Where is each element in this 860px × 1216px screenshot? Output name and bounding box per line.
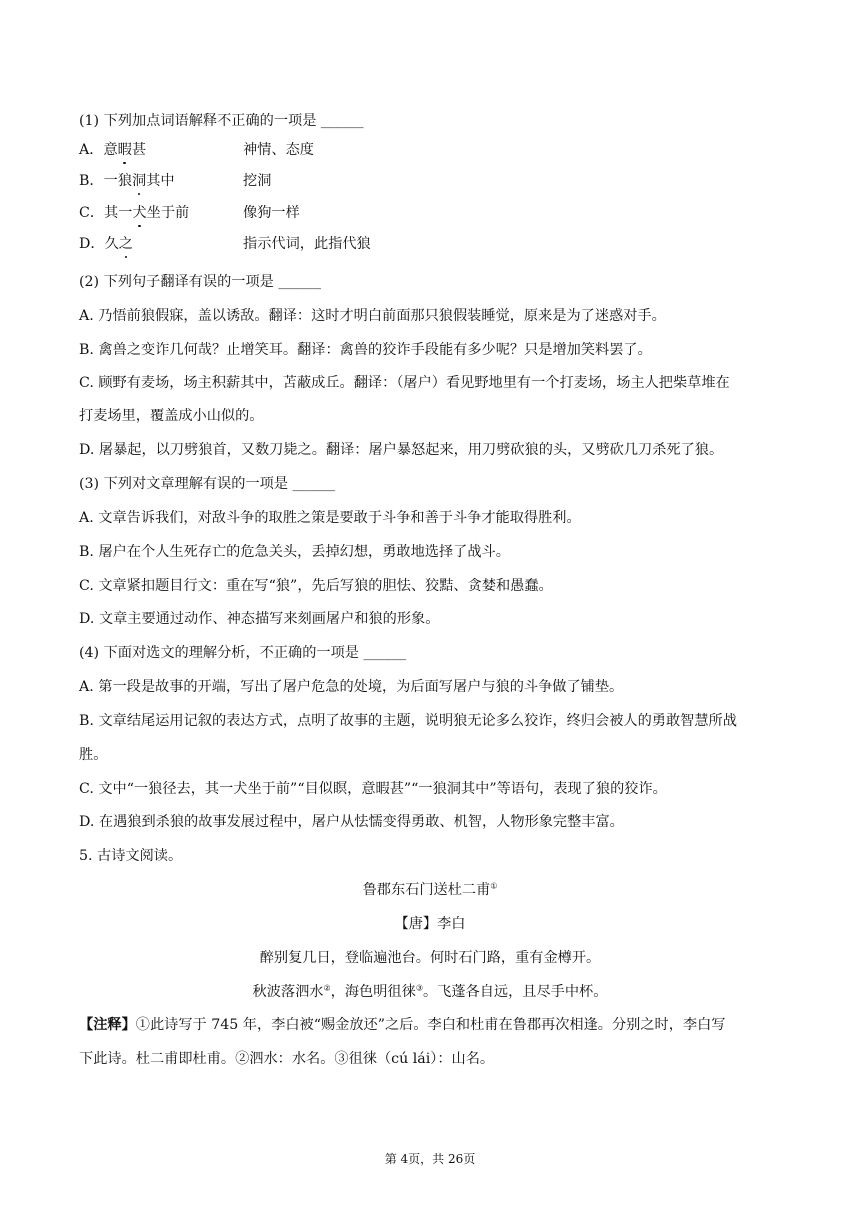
q3-option-d: D. 文章主要通过动作、神态描写来刻画屠户和狼的形象。 [79, 611, 440, 627]
q1-option-b: B．一狼洞其中 [79, 173, 175, 189]
emphasis-dot-char: 之 [118, 236, 133, 252]
q1-option-a: A．意暇甚 [79, 142, 147, 158]
q4-option-c: C. 文中“一狼径去，其一犬坐于前”“目似瞑，意暇甚”“一狼洞其中”等语句，表现了狼的狡诈。 [79, 781, 667, 797]
footnote-mark: ① [490, 881, 498, 891]
q1-stem: (1) 下列加点词语解释不正确的一项是 ______ [79, 113, 364, 129]
q2-option-c-line1: C. 顾野有麦场，场主积薪其中，苫蔽成丘。翻译：（屠户）看见野地里有一个打麦场，场主人把柴草堆在 [79, 375, 730, 391]
footnote-mark: ③ [415, 983, 423, 993]
emphasis-dot-char: 犬 [132, 205, 147, 221]
q2-option-b: B. 禽兽之变诈几何哉？止增笑耳。翻译：禽兽的狡诈手段能有多少呢？只是增加笑料罢了。 [79, 342, 652, 358]
q1-option-c-meaning: 像狗一样 [243, 205, 300, 221]
q4-option-d: D. 在遇狼到杀狼的故事发展过程中，屠户从怯懦变得勇敢、机智，人物形象完整丰富。 [79, 814, 624, 830]
poem-author: 【唐】李白 [394, 916, 466, 932]
q4-stem: (4) 下面对选文的理解分析，不正确的一项是 ______ [79, 645, 407, 661]
q3-option-b: B. 屠户在个人生死存亡的危急关头，丢掉幻想，勇敢地选择了战斗。 [79, 544, 510, 560]
q1-option-b-meaning: 挖洞 [243, 173, 272, 189]
poem-title: 鲁郡东石门送杜二甫① [362, 881, 498, 898]
poem-verse-2: 秋波落泗水②，海色明徂徕③。飞蓬各自远，且尽手中杯。 [252, 983, 608, 1000]
note-label: 【注释】 [79, 1017, 136, 1033]
poem-note-line1: 【注释】①此诗写于 745 年，李白被“赐金放还”之后。李白和杜甫在鲁郡再次相逢。分别之时，李白写 [79, 1017, 726, 1033]
q4-option-b-line2: 胜。 [79, 747, 108, 763]
poem-verse-1: 醉别复几日，登临遍池台。何时石门路，重有金樽开。 [259, 950, 601, 966]
emphasis-dot-char: 暇 [117, 142, 132, 158]
q1-option-d-meaning: 指示代词，此指代狼 [243, 236, 371, 252]
emphasis-dot-char: 洞 [132, 173, 147, 189]
q1-option-a-meaning: 神情、态度 [243, 142, 314, 158]
q4-option-a: A. 第一段是故事的开端，写出了屠户危急的处境，为后面写屠户与狼的斗争做了铺垫。 [79, 679, 624, 695]
q1-option-d: D．久之 [79, 236, 133, 252]
q2-option-c-line2: 打麦场里，覆盖成小山似的。 [79, 408, 264, 424]
footnote-mark: ② [323, 983, 331, 993]
poem-note-line2: 下此诗。杜二甫即杜甫。②泗水：水名。③徂徕（cú lái）：山名。 [79, 1051, 495, 1067]
q3-option-c: C. 文章紧扣题目行文：重在写“狼”，先后写狼的胆怯、狡黠、贪婪和愚蠢。 [79, 578, 553, 594]
q3-option-a: A. 文章告诉我们，对敌斗争的取胜之策是要敢于斗争和善于斗争才能取得胜利。 [79, 510, 581, 526]
q3-stem: (3) 下列对文章理解有误的一项是 ______ [79, 476, 336, 492]
q5-heading: 5. 古诗文阅读。 [79, 848, 183, 864]
q2-stem: (2) 下列句子翻译有误的一项是 ______ [79, 274, 321, 290]
q1-option-c: C．其一犬坐于前 [79, 205, 190, 221]
q2-option-d: D. 屠暴起，以刀劈狼首，又数刀毙之。翻译：屠户暴怒起来，用刀劈砍狼的头，又劈砍几刀杀死了狼。 [79, 442, 724, 458]
q2-option-a: A. 乃悟前狼假寐，盖以诱敌。翻译：这时才明白前面那只狼假装睡觉，原来是为了迷惑对手。 [79, 308, 666, 324]
q4-option-b-line1: B. 文章结尾运用记叙的表达方式，点明了故事的主题，说明狼无论多么狡诈，终归会被人的勇敢智慧所战 [79, 713, 737, 729]
page-footer: 第 4页，共 26页 [384, 1152, 476, 1166]
